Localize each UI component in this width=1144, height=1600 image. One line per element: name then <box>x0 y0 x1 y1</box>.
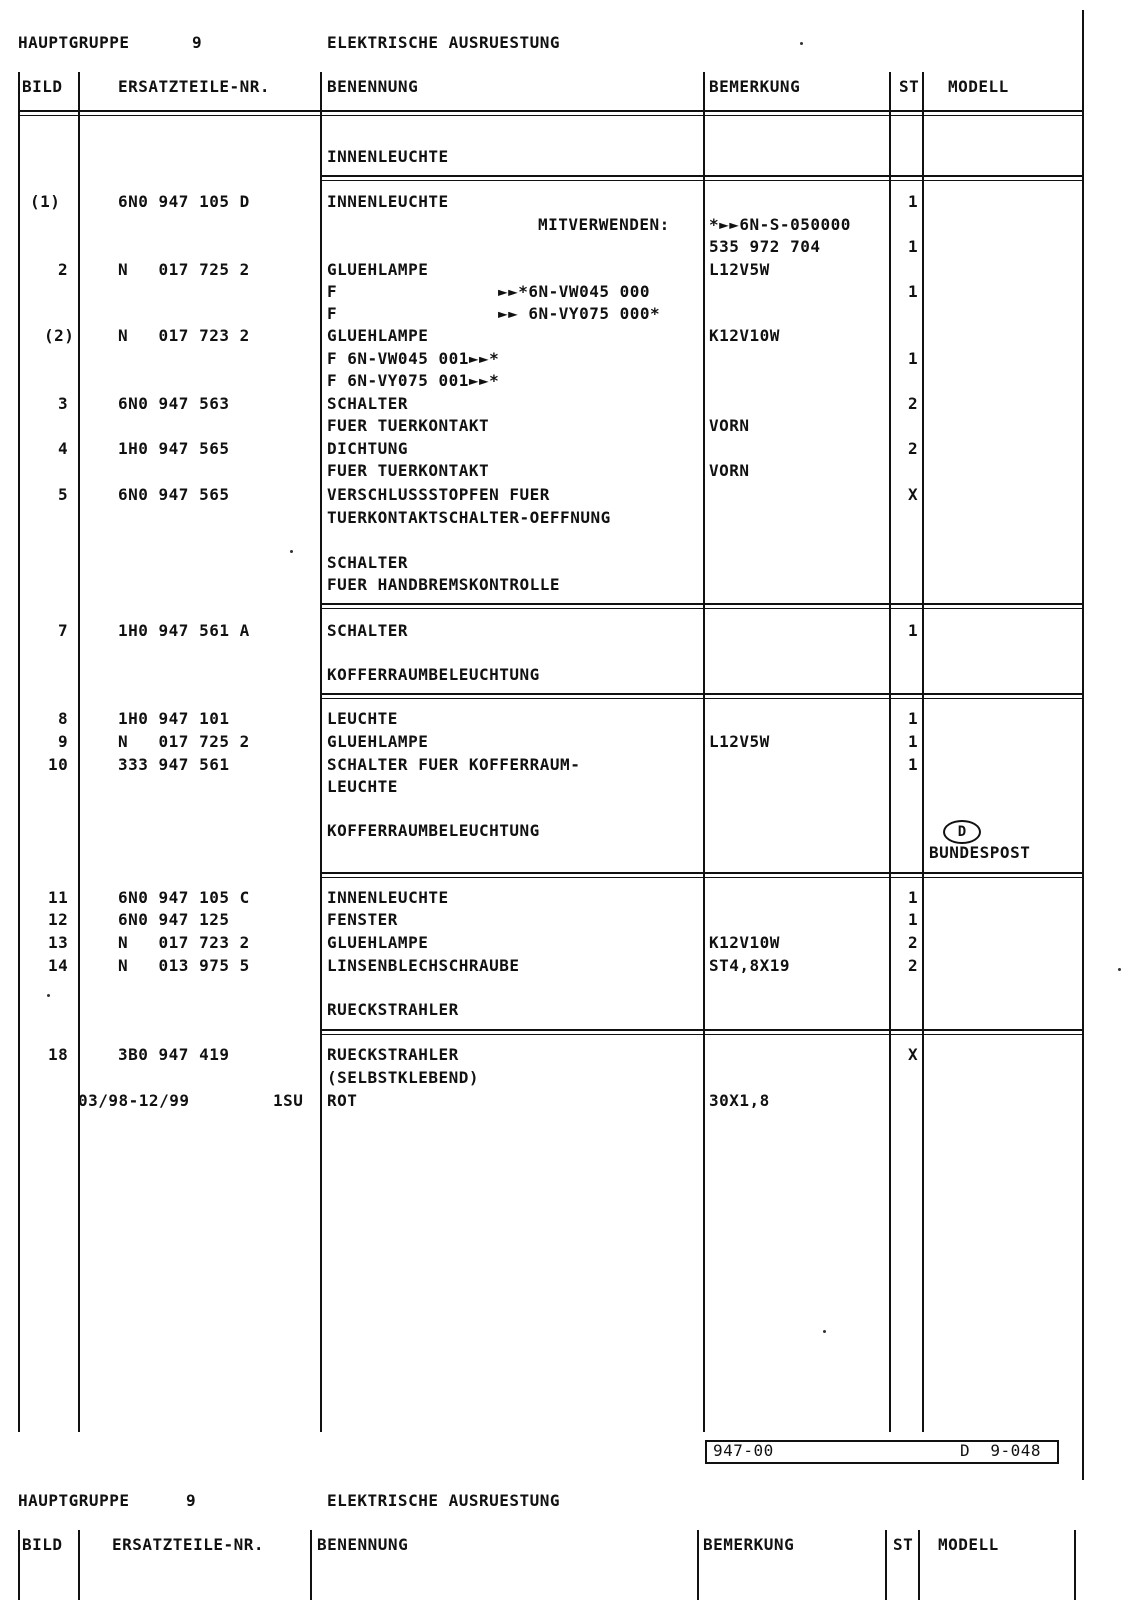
row-bild: (1) <box>30 192 61 211</box>
row-qty: 1 <box>908 237 919 256</box>
scan-speck <box>1118 968 1121 971</box>
section-rule-2 <box>320 608 1082 609</box>
row-qty: 2 <box>908 439 919 458</box>
row-name: DICHTUNG <box>327 439 409 458</box>
row-qty: X <box>908 1045 919 1064</box>
row-date-range: 03/98-12/99 <box>78 1091 190 1110</box>
section-rule-2 <box>320 180 1082 181</box>
row-qty: 2 <box>908 394 919 413</box>
footer-page: D 9-048 <box>960 1441 1042 1460</box>
next-col-divider <box>310 1530 312 1600</box>
row-part-number: N 017 725 2 <box>118 260 250 279</box>
col-divider-st <box>922 72 924 1432</box>
row-remark: 30X1,8 <box>709 1091 770 1110</box>
col-divider-benennung <box>703 72 705 1432</box>
row-qty: 1 <box>908 709 919 728</box>
row-bild: 14 <box>48 956 69 975</box>
row-qty: X <box>908 485 919 504</box>
row-name: SCHALTER <box>327 621 409 640</box>
scan-speck <box>290 550 293 553</box>
row-name: GLUEHLAMPE <box>327 732 429 751</box>
row-qty: 2 <box>908 933 919 952</box>
group-label: HAUPTGRUPPE <box>18 33 130 52</box>
row-name-detail: ►► 6N-VY075 000* <box>498 304 661 323</box>
col-st: ST <box>899 77 920 96</box>
row-name: F <box>327 282 338 301</box>
next-col-benennung: BENENNUNG <box>317 1535 409 1554</box>
row-part-number: 1H0 947 101 <box>118 709 230 728</box>
col-divider-nr <box>320 72 322 1432</box>
row-name: RUECKSTRAHLER <box>327 1045 459 1064</box>
row-name: FUER TUERKONTAKT <box>327 416 490 435</box>
section-rule-2 <box>320 877 1082 878</box>
next-col-ersatzteile: ERSATZTEILE-NR. <box>112 1535 264 1554</box>
row-name: GLUEHLAMPE <box>327 260 429 279</box>
next-table-border-right <box>1074 1530 1076 1600</box>
row-name: F <box>327 304 338 323</box>
next-group-number: 9 <box>186 1491 197 1510</box>
row-part-number: 6N0 947 563 <box>118 394 230 413</box>
next-table-border-left <box>18 1530 20 1600</box>
row-part-number: 1H0 947 565 <box>118 439 230 458</box>
section-title: RUECKSTRAHLER <box>327 1000 459 1019</box>
section-rule <box>320 603 1082 605</box>
row-bild: 8 <box>58 709 69 728</box>
row-bild: 10 <box>48 755 69 774</box>
col-bild: BILD <box>22 77 63 96</box>
row-qty: 2 <box>908 956 919 975</box>
row-qty: 1 <box>908 349 919 368</box>
row-bild: (2) <box>44 326 75 345</box>
col-divider-bild <box>78 72 80 1432</box>
next-col-st: ST <box>893 1535 914 1554</box>
row-part-number: 6N0 947 125 <box>118 910 230 929</box>
row-bild: 9 <box>58 732 69 751</box>
row-name: VERSCHLUSSSTOPFEN FUER <box>327 485 550 504</box>
next-col-bemerkung: BEMERKUNG <box>703 1535 795 1554</box>
row-qty: 1 <box>908 282 919 301</box>
row-name: INNENLEUCHTE <box>327 888 449 907</box>
row-bild: 13 <box>48 933 69 952</box>
row-bild: 5 <box>58 485 69 504</box>
row-bild: 18 <box>48 1045 69 1064</box>
row-qty: 1 <box>908 732 919 751</box>
country-badge: D <box>943 820 981 844</box>
row-bild: 7 <box>58 621 69 640</box>
row-name: F 6N-VW045 001►►* <box>327 349 500 368</box>
next-group-title: ELEKTRISCHE AUSRUESTUNG <box>327 1491 561 1510</box>
row-name: LEUCHTE <box>327 777 398 796</box>
row-code: 1SU <box>273 1091 304 1110</box>
row-name: FUER TUERKONTAKT <box>327 461 490 480</box>
row-name: FENSTER <box>327 910 398 929</box>
row-part-number: N 017 723 2 <box>118 326 250 345</box>
section-title: INNENLEUCHTE <box>327 147 449 166</box>
row-name: TUERKONTAKTSCHALTER-OEFFNUNG <box>327 508 611 527</box>
row-part-number: 6N0 947 105 C <box>118 888 250 907</box>
row-qty: 1 <box>908 910 919 929</box>
section-rule <box>320 175 1082 177</box>
row-name: F 6N-VY075 001►►* <box>327 371 500 390</box>
row-name: MITVERWENDEN: <box>538 215 670 234</box>
section-rule <box>320 693 1082 695</box>
row-qty: 1 <box>908 888 919 907</box>
section-title: SCHALTER <box>327 553 409 572</box>
row-qty: 1 <box>908 192 919 211</box>
section-rule <box>320 1029 1082 1031</box>
row-part-number: N 013 975 5 <box>118 956 250 975</box>
row-bild: 3 <box>58 394 69 413</box>
row-remark: 535 972 704 <box>709 237 821 256</box>
col-modell: MODELL <box>948 77 1009 96</box>
row-remark: K12V10W <box>709 326 780 345</box>
col-divider-bemerkung <box>889 72 891 1432</box>
table-border-left <box>18 72 20 1432</box>
row-part-number: 6N0 947 105 D <box>118 192 250 211</box>
row-remark: L12V5W <box>709 260 770 279</box>
row-remark: VORN <box>709 461 750 480</box>
row-name: INNENLEUCHTE <box>327 192 449 211</box>
row-bild: 2 <box>58 260 69 279</box>
section-title: KOFFERRAUMBELEUCHTUNG <box>327 665 540 684</box>
row-remark: L12V5W <box>709 732 770 751</box>
footer-code: 947-00 <box>713 1441 774 1460</box>
row-name: SCHALTER FUER KOFFERRAUM- <box>327 755 581 774</box>
section-rule-2 <box>320 1034 1082 1035</box>
row-name: GLUEHLAMPE <box>327 326 429 345</box>
row-bild: 12 <box>48 910 69 929</box>
row-name: (SELBSTKLEBEND) <box>327 1068 479 1087</box>
row-name: SCHALTER <box>327 394 409 413</box>
scan-speck <box>823 1330 826 1333</box>
section-rule-2 <box>320 698 1082 699</box>
row-part-number: 6N0 947 565 <box>118 485 230 504</box>
section-subtitle: FUER HANDBREMSKONTROLLE <box>327 575 561 594</box>
row-name: ROT <box>327 1091 358 1110</box>
row-part-number: N 017 725 2 <box>118 732 250 751</box>
row-part-number: N 017 723 2 <box>118 933 250 952</box>
row-part-number: 3B0 947 419 <box>118 1045 230 1064</box>
row-remark: K12V10W <box>709 933 780 952</box>
group-number: 9 <box>192 33 203 52</box>
row-remark: *►►6N-S-050000 <box>709 215 851 234</box>
row-bild: 4 <box>58 439 69 458</box>
next-col-divider <box>697 1530 699 1600</box>
row-qty: 1 <box>908 621 919 640</box>
col-ersatzteile: ERSATZTEILE-NR. <box>118 77 270 96</box>
next-col-bild: BILD <box>22 1535 63 1554</box>
row-remark: ST4,8X19 <box>709 956 791 975</box>
next-col-modell: MODELL <box>938 1535 999 1554</box>
table-border-right <box>1082 10 1084 1480</box>
row-name-detail: ►►*6N-VW045 000 <box>498 282 650 301</box>
next-col-divider <box>885 1530 887 1600</box>
row-name: LINSENBLECHSCHRAUBE <box>327 956 520 975</box>
row-qty: 1 <box>908 755 919 774</box>
section-rule <box>320 872 1082 874</box>
row-bild: 11 <box>48 888 69 907</box>
section-modell: BUNDESPOST <box>929 843 1031 862</box>
row-name: GLUEHLAMPE <box>327 933 429 952</box>
row-name: LEUCHTE <box>327 709 398 728</box>
row-part-number: 1H0 947 561 A <box>118 621 250 640</box>
next-col-divider <box>918 1530 920 1600</box>
col-bemerkung: BEMERKUNG <box>709 77 801 96</box>
scan-speck <box>47 994 50 997</box>
group-title: ELEKTRISCHE AUSRUESTUNG <box>327 33 561 52</box>
next-group-label: HAUPTGRUPPE <box>18 1491 130 1510</box>
scan-speck <box>800 42 803 45</box>
row-remark: VORN <box>709 416 750 435</box>
next-col-divider <box>78 1530 80 1600</box>
row-part-number: 333 947 561 <box>118 755 230 774</box>
section-title: KOFFERRAUMBELEUCHTUNG <box>327 821 540 840</box>
col-benennung: BENENNUNG <box>327 77 419 96</box>
